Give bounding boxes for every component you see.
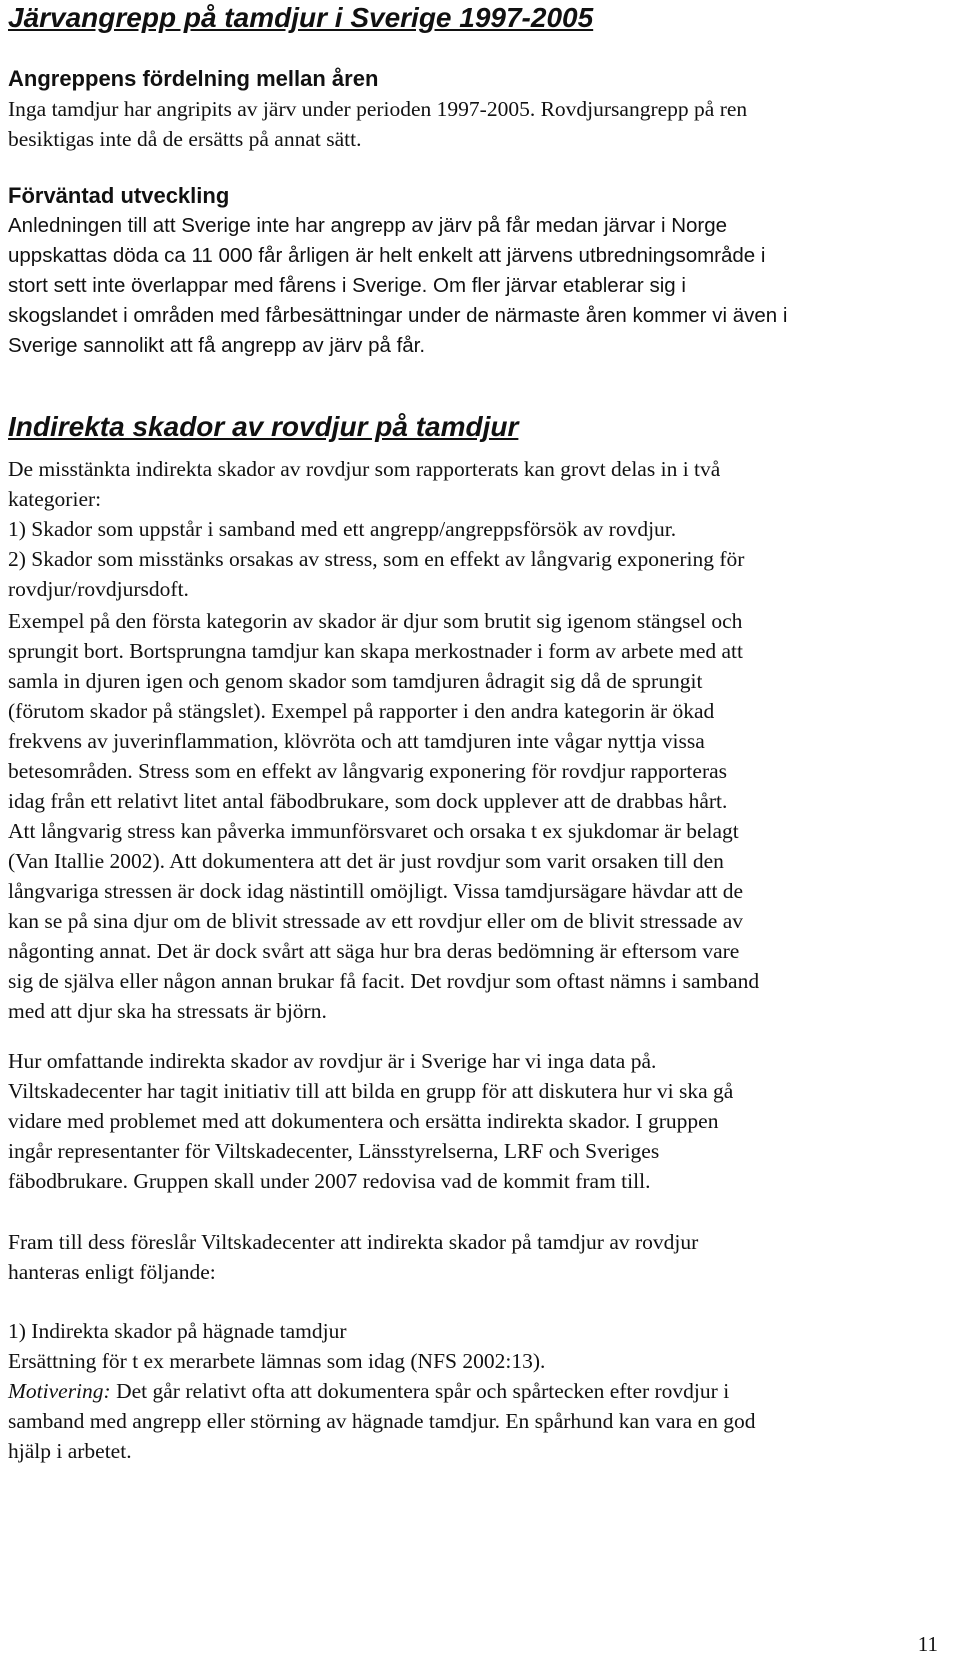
text-line: betesområden. Stress som en effekt av långvarig exponering för rovdjur rapporteras <box>8 759 728 783</box>
text-line: 2) Skador som misstänks orsakas av stress, som en effekt av långvarig exponering för <box>8 547 745 571</box>
section-heading: Angreppens fördelning mellan åren <box>8 66 379 91</box>
text-line: Viltskadecenter har tagit initiativ till att bilda en grupp för att diskutera hur vi ska gå <box>8 1079 734 1103</box>
text-line: uppskattas döda ca 11 000 får årligen är helt enkelt att järvens utbredningsområde i <box>8 244 766 267</box>
text-line: rovdjur/rovdjursdoft. <box>8 577 189 601</box>
text-line: (förutom skador på stängslet). Exempel på rapporter i den andra kategorin är ökad <box>8 699 715 723</box>
text-line: samband med angrepp eller störning av hägnade tamdjur. En spårhund kan vara en god <box>8 1409 756 1433</box>
text-line: Att långvarig stress kan påverka immunförsvaret och orsaka t ex sjukdomar är belagt <box>8 819 739 843</box>
text-line: sprungit bort. Bortsprungna tamdjur kan skapa merkostnader i form av arbete med att <box>8 639 743 663</box>
proposal-item-1 <box>8 1316 756 1466</box>
text-line: skogslandet i områden med fårbesättningar under de närmaste åren kommer vi även i <box>8 304 788 327</box>
text-line: Sverige sannolikt att få angrepp av järv på får. <box>8 334 426 357</box>
section-heading: Förväntad utveckling <box>8 183 230 208</box>
section-expected-development <box>8 181 787 361</box>
item-title: 1) Indirekta skador på hägnade tamdjur <box>8 1319 347 1343</box>
paragraph-categories <box>8 454 744 604</box>
motivation-label: Motivering: <box>8 1379 111 1403</box>
text-line: Ersättning för t ex merarbete lämnas som idag (NFS 2002:13). <box>8 1349 546 1373</box>
text-line: fäbodbrukare. Gruppen skall under 2007 redovisa vad de kommit fram till. <box>8 1169 651 1193</box>
text-line: stort sett inte överlappar med fårens i Sverige. Om fler järvar etablerar sig i <box>8 274 686 297</box>
section-distribution <box>8 64 747 154</box>
text-line: ingår representanter för Viltskadecenter, Länsstyrelserna, LRF och Sveriges <box>8 1139 660 1163</box>
text-line: frekvens av juverinflammation, klövröta och att tamdjuren inte vågar nyttja vissa <box>8 729 705 753</box>
text-line: hjälp i arbetet. <box>8 1439 132 1463</box>
text-line: 1) Skador som uppstår i samband med ett angrepp/angreppsförsök av rovdjur. <box>8 517 677 541</box>
text-line: med att djur ska ha stressats är björn. <box>8 999 327 1023</box>
text-line: Hur omfattande indirekta skador av rovdjur är i Sverige har vi inga data på. <box>8 1049 657 1073</box>
text-line: Inga tamdjur har angripits av järv under perioden 1997-2005. Rovdjursangrepp på ren <box>8 97 748 121</box>
text-line: sig de själva eller någon annan brukar få facit. Det rovdjur som oftast nämns i samband <box>8 969 760 993</box>
section-title-indirect-damage: Indirekta skador av rovdjur på tamdjur <box>8 411 519 442</box>
text-line: Anledningen till att Sverige inte har angrepp av järv på får medan järvar i Norge <box>8 214 728 237</box>
text-line: Exempel på den första kategorin av skador är djur som brutit sig igenom stängsel och <box>8 609 743 633</box>
text-line: långvariga stressen är dock idag nästintill omöjligt. Vissa tamdjursägare hävdar att de <box>8 879 744 903</box>
text-line: besiktigas inte då de ersätts på annat sätt. <box>8 127 362 151</box>
text-line: kan se på sina djur om de blivit stressade av ett rovdjur eller om de blivit stressade av <box>8 909 743 933</box>
text-line: någonting annat. Det är dock svårt att säga hur bra deras bedömning är eftersom vare <box>8 939 740 963</box>
motivation-line <box>8 1376 756 1406</box>
text-line: hanteras enligt följande: <box>8 1260 216 1284</box>
page-number: 11 <box>917 1632 938 1656</box>
motivation-text: Det går relativt ofta att dokumentera spår och spårtecken efter rovdjur i <box>110 1379 730 1403</box>
paragraph-examples <box>8 606 759 1026</box>
text-line: De misstänkta indirekta skador av rovdjur som rapporterats kan grovt delas in i två <box>8 457 721 481</box>
paragraph-data-gap <box>8 1046 733 1196</box>
paragraph-proposal <box>8 1227 698 1287</box>
text-line: vidare med problemet med att dokumentera och ersätta indirekta skador. I gruppen <box>8 1109 719 1133</box>
text-line: kategorier: <box>8 487 102 511</box>
text-line: (Van Itallie 2002). Att dokumentera att det är just rovdjur som varit orsaken till den <box>8 849 724 873</box>
text-line: samla in djuren igen och genom skador som tamdjuren ådragit sig då de sprungit <box>8 669 703 693</box>
page-title: Järvangrepp på tamdjur i Sverige 1997-2005 <box>8 2 594 33</box>
text-line: idag från ett relativt litet antal fäbodbrukare, som dock upplever att de drabbas hårt. <box>8 789 728 813</box>
text-line: Fram till dess föreslår Viltskadecenter att indirekta skador på tamdjur av rovdjur <box>8 1230 699 1254</box>
